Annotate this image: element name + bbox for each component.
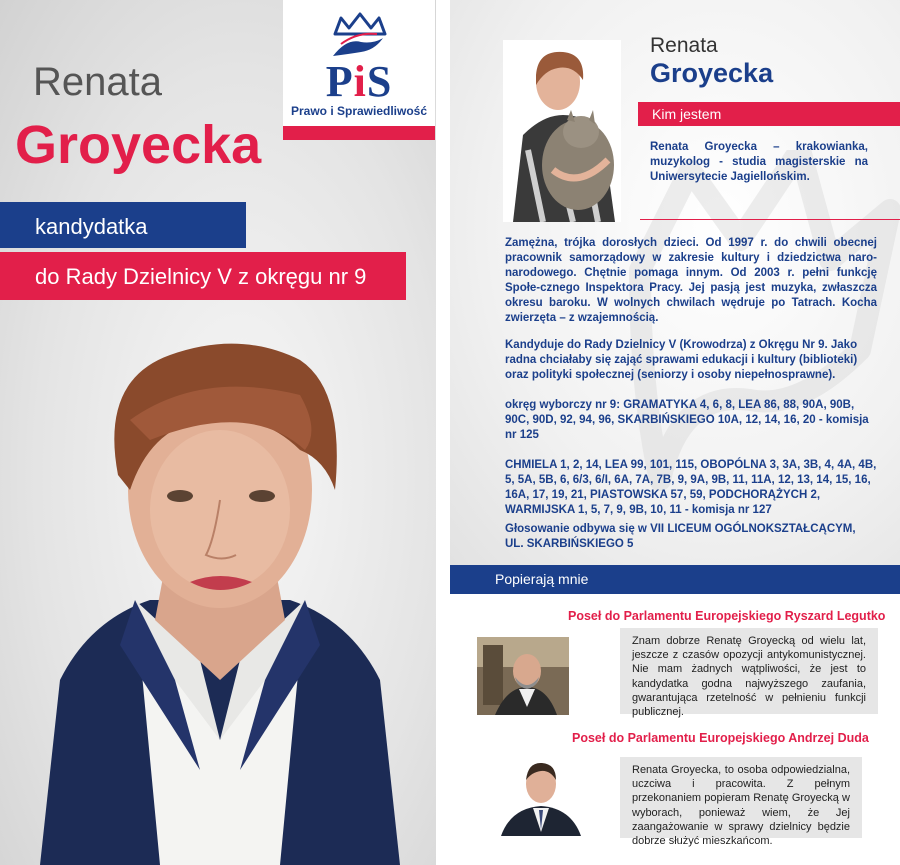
polling-place: Głosowanie odbywa się w VII LICEUM OGÓLNOKSZTAŁCĄCYM, UL. SKARBIŃSKIEGO 5 xyxy=(505,523,856,550)
leaflet-back xyxy=(450,0,900,865)
bio-paragraph-candidacy: Kandyduje do Rady Dzielnicy V (Krowodrza) z Okręgu Nr 9. Jako radna chciałaby się zająć sprawami edukacji i kultury (biblioteki) oraz polityki społecznej (seniorzy i osoby niepełnosprawne). xyxy=(505,339,858,381)
supporter-title: Poseł do Parlamentu Europejskiego Andrzej Duda xyxy=(572,731,869,745)
supporters-header: Popierają mnie xyxy=(450,565,900,594)
supporter-quote: Znam dobrze Renatę Groyecką od wielu lat, jeszcze z czasów opozycji antykomunistycznej. Nie mam żadnych wątpliwości, że jest to kandydatka godna najwyższego zaufania, gwarantująca rzetelność w pełnieniu funkcji publicznej. xyxy=(620,628,878,714)
district-streets-127: CHMIELA 1, 2, 14, LEA 99, 101, 115, OBOPÓLNA 3, 3A, 3B, 4, 4A, 4B, 5, 5A, 5B, 6, 6/3, 6/I, 6A, 7A, 7B, 9, 9A, 9B, 11, 11A, 12, 13, 14, 15, 16, 16A, 17, 19, 21, PIASTOWSKA 57, 59, PODCHORĄŻYCH 2, WARMIJSKA 1, 5, 7, 9, 9B, 10, 11 - komisja nr 127 xyxy=(505,459,877,516)
bio-last-name: Groyecka xyxy=(650,58,774,88)
candidate-last-name: Groyecka xyxy=(15,115,262,175)
candidate-portrait xyxy=(0,300,436,865)
district-streets-125: okręg wyborczy nr 9: GRAMATYKA 4, 6, 8, LEA 86, 88, 90A, 90B, 90C, 90D, 92, 94, 96, SKARBIŃSKIEGO 10A, 12, 14, 16, 20 - komisja nr 125 xyxy=(505,399,869,441)
logo-subtitle: Prawo i Sprawiedliwość xyxy=(290,104,428,118)
candidate-with-cat-photo xyxy=(503,40,621,222)
leaflet-front xyxy=(0,0,436,865)
supporter-photo xyxy=(496,752,586,836)
district-band: do Rady Dzielnicy V z okręgu nr 9 xyxy=(0,252,406,300)
bio-first-name: Renata xyxy=(650,34,718,57)
bio-intro: Renata Groyecka – krakowianka, muzykolog - studia magisterskie na Uniwersytecie Jagiellońskim. xyxy=(650,141,868,183)
party-logo xyxy=(283,0,435,140)
supporter-photo xyxy=(477,637,569,715)
logo-red-stripe xyxy=(283,126,435,140)
bio-paragraph-family: Zamężna, trójka dorosłych dzieci. Od 1997 r. do chwili obecnej pracownik samorządowy w zakresie kultury i dziedzictwa naro-narodowego. Chętnie pomaga innym. Od 2003 r. pełni funkcję Społe-cznego Inspektora Pracy. Jej pasją jest muzyka, zwłaszcza okresu baroku. W wolnych chwilach wędruje po Tatrach. Kocha zwierzęta – z wzajemnością. xyxy=(505,237,877,324)
section-divider xyxy=(640,219,900,220)
candidate-first-name: Renata xyxy=(33,60,162,104)
logo-letters: PiS xyxy=(325,57,393,106)
candidate-band: kandydatka xyxy=(0,202,246,248)
supporter-title: Poseł do Parlamentu Europejskiego Ryszard Legutko xyxy=(568,609,886,623)
supporter-quote: Renata Groyecka, to osoba odpowiedzialna, uczciwa i pracowita. Z pełnym przekonaniem popieram Renatę Groyecką w wyborach, ponieważ wiem, że Jej zaangażowanie w sprawy dzielnicy będzie dobrze służyć mieszkańcom. xyxy=(620,757,862,838)
pis-eagle-crown-icon xyxy=(327,12,393,60)
about-header: Kim jestem xyxy=(638,102,900,126)
